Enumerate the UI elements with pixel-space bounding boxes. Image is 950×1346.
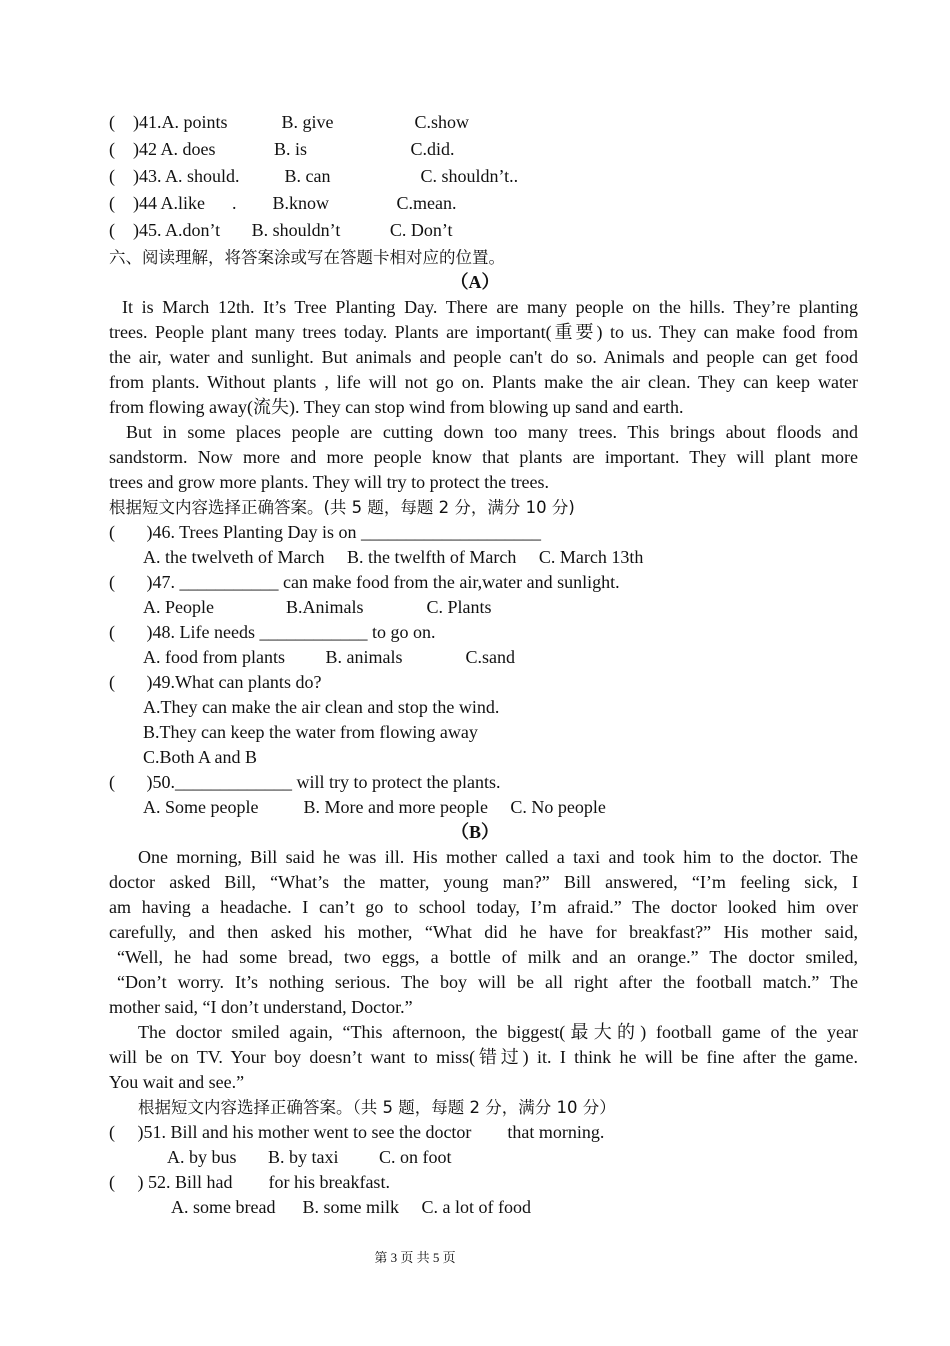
question-51-options: A. by bus B. by taxi C. on foot: [167, 1147, 452, 1167]
passage-a-line: sandstorm. Now more and more people know that plants are important. They will plant more: [109, 447, 858, 467]
passage-b-line: “Well, he had some bread, two eggs, a bottle of milk and an orange.” The doctor smiled,: [117, 947, 858, 967]
question-48-options: A. food from plants B. animals C.sand: [143, 647, 515, 667]
question-46: ( )46. Trees Planting Day is on ____________________: [109, 522, 541, 542]
choice-43: ( )43. A. should. B. can C. shouldn’t..: [109, 166, 519, 186]
passage-b-line: carefully, and then asked his mother, “What did he have for breakfast?” His mother said,: [109, 922, 858, 942]
passage-b-line: mother said, “I don’t understand, Doctor.”: [109, 997, 413, 1017]
question-49: ( )49.What can plants do?: [109, 672, 322, 692]
question-47-options: A. People B.Animals C. Plants: [143, 597, 492, 617]
question-50: ( )50._____________ will try to protect the plants.: [109, 772, 501, 792]
question-52: ( ) 52. Bill had for his breakfast.: [109, 1172, 390, 1192]
passage-a-label: （A）: [450, 272, 500, 292]
passage-b-line: “Don’t worry. It’s nothing serious. The boy will be all right after the football match.” The: [117, 972, 858, 992]
choice-45: ( )45. A.don’t B. shouldn’t C. Don’t: [109, 220, 453, 240]
passage-a-instruction: 根据短文内容选择正确答案。(共 5 题，每题 2 分，满分 10 分): [109, 498, 575, 517]
question-49-option-b: B.They can keep the water from flowing away: [143, 722, 478, 742]
passage-b-line: One morning, Bill said he was ill. His mother called a taxi and took him to the doctor. The: [138, 847, 858, 867]
question-51: ( )51. Bill and his mother went to see the doctor that morning.: [109, 1122, 605, 1142]
passage-a-line: It is March 12th. It’s Tree Planting Day. There are many people on the hills. They’re planting: [122, 297, 858, 317]
passage-b-line: doctor asked Bill, “What’s the matter, young man?” Bill answered, “I’m feeling sick, I: [109, 872, 858, 892]
question-49-option-a: A.They can make the air clean and stop the wind.: [143, 697, 500, 717]
choice-41: ( )41.A. points B. give C.show: [109, 112, 469, 132]
passage-a-line: But in some places people are cutting down too many trees. This brings about floods and: [126, 422, 858, 442]
choice-44: ( )44 A.like . B.know C.mean.: [109, 193, 457, 213]
question-50-options: A. Some people B. More and more people C. No people: [143, 797, 606, 817]
question-49-option-c: C.Both A and B: [143, 747, 258, 767]
question-48: ( )48. Life needs ____________ to go on.: [109, 622, 436, 642]
choice-42: ( )42 A. does B. is C.did.: [109, 139, 455, 159]
passage-b-line: am having a headache. I can’t go to school today, I’m afraid.” The doctor looked him over: [109, 897, 858, 917]
passage-b-line: will be on TV. Your boy doesn’t want to miss(错过) it. I think he will be fine after the game.: [109, 1047, 858, 1067]
passage-b-instruction: 根据短文内容选择正确答案。（共 5 题，每题 2 分，满分 10 分）: [138, 1098, 616, 1117]
question-47: ( )47. ___________ can make food from the air,water and sunlight.: [109, 572, 620, 592]
page-footer: 第 3 页 共 5 页: [374, 1250, 456, 1265]
passage-b-line: You wait and see.”: [109, 1072, 245, 1092]
section-heading: 六、阅读理解，将答案涂或写在答题卡相对应的位置。: [109, 248, 505, 267]
passage-b-line: The doctor smiled again, “This afternoon, the biggest(最大的) football game of the year: [138, 1022, 858, 1042]
passage-a-line: the air, water and sunlight. But animals and people can't do so. Animals and people can get food: [109, 347, 858, 367]
passage-a-line: from flowing away(流失). They can stop wind from blowing up sand and earth.: [109, 397, 684, 417]
passage-a-line: from plants. Without plants , life will not go on. Plants make the air clean. They can keep water: [109, 372, 858, 392]
question-46-options: A. the twelveth of March B. the twelfth of March C. March 13th: [143, 547, 644, 567]
passage-a-line: trees. People plant many trees today. Plants are important(重要) to us. They can make food from: [109, 322, 858, 342]
question-52-options: A. some bread B. some milk C. a lot of food: [171, 1197, 531, 1217]
passage-a-line: trees and grow more plants. They will try to protect the trees.: [109, 472, 550, 492]
passage-b-label: （B）: [450, 822, 499, 842]
